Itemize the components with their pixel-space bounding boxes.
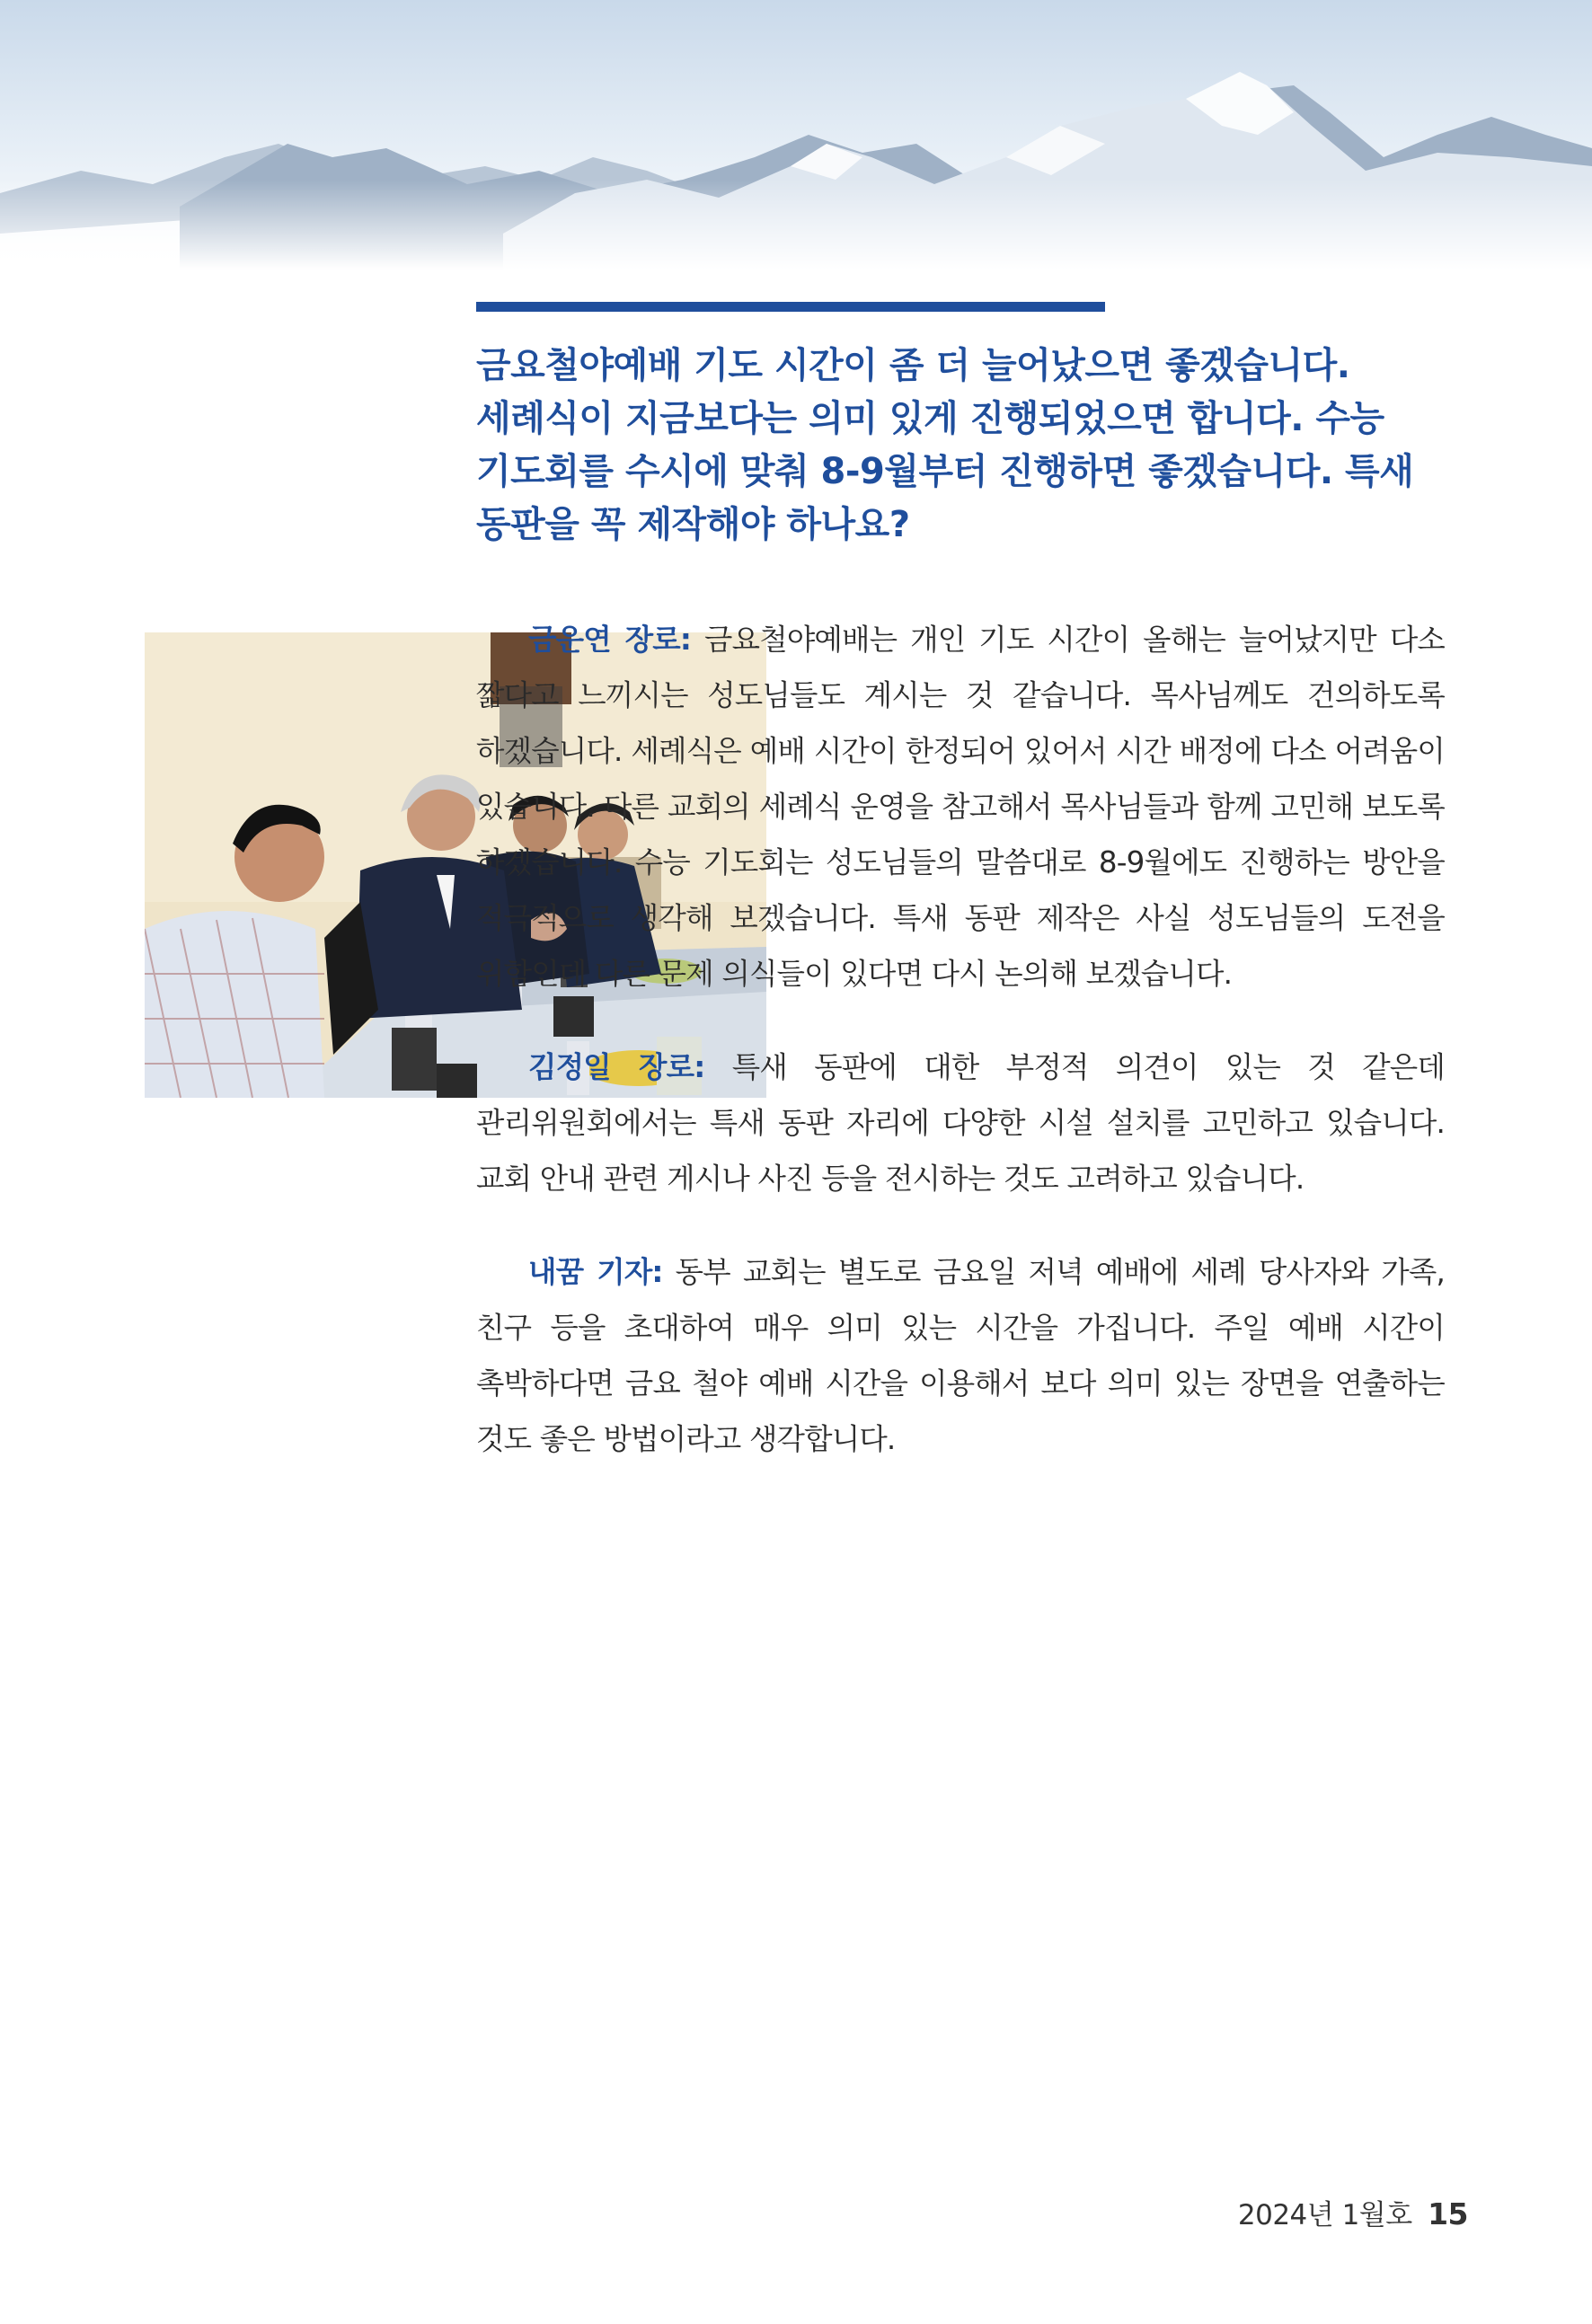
accent-bar [476,302,1105,312]
speaker-name: 김정일 장로: [528,1050,705,1084]
answer-paragraph [476,1039,1445,1206]
question-heading: 금요철야예배 기도 시간이 좀 더 늘어났으면 좋겠습니다. 세례식이 지금보다는 의미 있게 진행되었으면 합니다. 수능 기도회를 수시에 맞춰 8-9월부터 진행하면 좋겠습니다. 특새 동판을 꼭 제작해야 하나요? [476,345,1414,545]
mountain-banner-image [0,0,1592,270]
answer-text: 동부 교회는 별도로 금요일 저녁 예배에 세례 당사자와 가족, 친구 등을 초대하여 매우 의미 있는 시간을 가집니다. 주일 예배 시간이 촉박하다면 금요 철야 예배 시간을 이용해서 보다 의미 있는 장면을 연출하는 것도 좋은 방법이라고 생각합니다. [476,1255,1445,1456]
photo-wrap-area [145,612,463,1160]
answer-text: 특새 동판에 대한 부정적 의견이 있는 것 같은데 관리위원회에서는 특새 동판 자리에 다양한 시설 설치를 고민하고 있습니다. 교회 안내 관련 게시나 사진 등을 전시하는 것도 고려하고 있습니다. [476,1050,1445,1196]
answer-paragraph [476,1244,1445,1467]
article-body [476,612,1445,1467]
speaker-name: 내꿈 기자: [528,1255,663,1289]
page-footer [1238,2192,1468,2232]
answer-text: 금요철야예배는 개인 기도 시간이 올해는 늘어났지만 다소 짧다고 느끼시는 성도님들도 계시는 것 같습니다. 목사님께도 건의하도록 하겠습니다. 세례식은 예배 시간이 한정되어 있어서 시간 배정에 다소 어려움이 있습니다. 다른 교회의 세례식 운영을 참고해서 목사님들과 함께 고민해 보도록 하겠습니다. 수능 기도회는 성도님들의 말씀대로 8-9월에도 진행하는 방안을 적극적으로 생각해 보겠습니다. 특새 동판 제작은 사실 성도님들의 도전을 위함인데 다른 문제 의식들이 있다면 다시 논의해 보겠습니다. [476,623,1446,991]
speaker-name: 금운연 장로: [528,623,692,657]
issue-label: 2024년 1월호 [1237,2199,1412,2231]
answer-paragraph [476,612,1445,1002]
page-number: 15 [1428,2196,1468,2231]
